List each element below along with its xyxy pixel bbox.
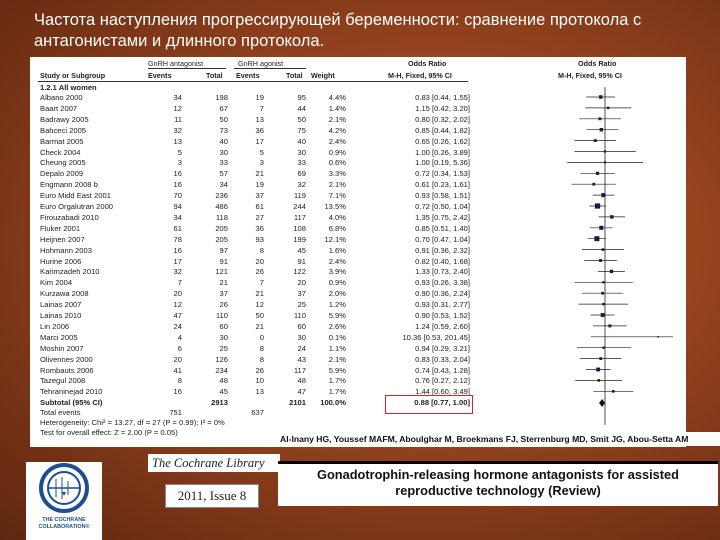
point-estimate-marker	[602, 347, 604, 349]
subtotal-highlight-box	[385, 395, 473, 414]
cell-t2: 119	[293, 191, 306, 201]
study-name: Engmann 2008 b	[40, 180, 98, 190]
cell-e1: 12	[173, 103, 182, 113]
cell-e2: 8	[259, 245, 264, 255]
logo-text-line1: THE COCHRANE	[42, 517, 86, 523]
study-name: Bahceci 2005	[40, 125, 87, 135]
cell-t2: 69	[297, 169, 306, 179]
subtotal-label: Subtotal (95% CI)	[40, 398, 103, 407]
group-underline	[234, 68, 306, 69]
cell-t2: 108	[293, 223, 306, 233]
point-estimate-marker	[596, 368, 600, 372]
study-name: Barmat 2005	[40, 136, 84, 146]
cell-w: 4.0%	[328, 212, 346, 222]
point-estimate-marker	[594, 236, 599, 241]
study-name: Olivennes 2000	[40, 354, 93, 364]
cell-t2: 50	[297, 114, 306, 124]
cell-or: 1.44 [0.60, 3.49]	[415, 387, 470, 397]
cell-or: 0.74 [0.43, 1.28]	[415, 365, 470, 375]
cell-t2: 95	[297, 93, 306, 102]
cell-or: 0.91 [0.36, 2.32]	[415, 245, 470, 255]
cell-t1: 486	[215, 202, 228, 211]
forest-plot	[535, 85, 675, 447]
review-title-box	[278, 461, 718, 506]
cell-or: 0.76 [0.27, 2.12]	[415, 376, 470, 386]
group-header-or-plot: Odds Ratio	[578, 59, 617, 68]
cell-t1: 21	[219, 278, 228, 288]
point-estimate-marker	[601, 313, 605, 317]
point-estimate-marker	[610, 270, 613, 273]
cell-e1: 61	[173, 223, 182, 233]
cell-e2: 93	[255, 234, 264, 244]
cell-e1: 16	[173, 387, 182, 397]
cell-w: 2.1%	[328, 354, 346, 364]
cell-w: 1.6%	[328, 245, 346, 255]
cell-e2: 19	[255, 93, 264, 102]
citation-authors: Al-Inany HG, Youssef MAFM, Aboulghar M, Broekmans FJ, Sterrenburg MD, Smit JG, Abou-Setta AM	[278, 432, 720, 446]
cell-t1: 67	[219, 103, 228, 113]
slide-title: Частота наступления прогрессирующей беременности: сравнение протокола с антагонистами и длинного протокола.	[34, 11, 642, 50]
cell-e1: 41	[173, 365, 182, 375]
cell-t1: 57	[219, 169, 228, 179]
cell-e2: 13	[255, 387, 264, 397]
cell-t2: 43	[297, 354, 306, 364]
cell-or: 0.94 [0.29, 3.21]	[415, 343, 470, 353]
cell-t2: 117	[293, 212, 306, 222]
point-estimate-marker	[594, 139, 597, 142]
cell-or: 0.80 [0.32, 2.02]	[415, 114, 470, 124]
cell-t1: 236	[215, 191, 228, 201]
point-estimate-marker	[601, 292, 604, 295]
cell-w: 0.9%	[328, 278, 346, 288]
cell-t1: 234	[215, 365, 228, 375]
cell-t2: 40	[297, 136, 306, 146]
subtotal-total-antagonist: 2913	[211, 398, 228, 407]
cell-e1: 11	[174, 114, 182, 124]
cell-or: 0.85 [0.51, 1.40]	[415, 223, 470, 233]
cell-or: 0.90 [0.53, 1.52]	[415, 311, 470, 320]
cell-or: 1.15 [0.42, 3.20]	[415, 103, 470, 113]
cell-e1: 34	[173, 93, 182, 102]
cell-e2: 10	[255, 376, 264, 386]
subgroup-label: 1.2.1 All women	[40, 83, 97, 92]
study-name: Tazegul 2008	[40, 376, 86, 386]
cell-e2: 21	[255, 169, 264, 179]
cell-t2: 20	[297, 278, 306, 288]
point-estimate-marker	[592, 183, 595, 186]
point-estimate-marker	[601, 193, 605, 197]
cell-e2: 8	[259, 354, 264, 364]
header-method-plot: M-H, Fixed, 95% CI	[558, 71, 622, 80]
cell-t2: 30	[297, 332, 306, 342]
cell-or: 1.00 [0.19, 5.36]	[415, 158, 470, 168]
cell-w: 1.7%	[328, 387, 346, 397]
cell-w: 3.9%	[328, 267, 346, 277]
cell-w: 2.6%	[328, 321, 346, 331]
cell-e2: 7	[259, 103, 264, 113]
point-estimate-marker	[599, 226, 603, 230]
cell-t1: 45	[219, 387, 228, 397]
study-name: Hohmann 2003	[40, 245, 92, 255]
group-underline	[148, 68, 226, 69]
cell-t2: 33	[297, 158, 306, 168]
cell-w: 4.4%	[328, 93, 346, 102]
cochrane-logo	[26, 462, 102, 540]
cell-w: 0.6%	[328, 158, 346, 168]
cell-e1: 20	[173, 354, 182, 364]
cell-e1: 78	[173, 234, 182, 244]
cell-e2: 36	[255, 223, 264, 233]
total-events-agonist: 637	[251, 408, 264, 417]
cell-t1: 205	[215, 234, 228, 244]
cell-e1: 12	[173, 300, 182, 310]
cell-or: 0.85 [0.44, 1.82]	[415, 125, 470, 135]
cell-or: 0.83 [0.44, 1.55]	[415, 93, 470, 102]
cell-e2: 17	[255, 136, 264, 146]
cell-w: 4.2%	[328, 125, 346, 135]
cell-e1: 8	[177, 376, 182, 386]
cell-or: 0.72 [0.34, 1.53]	[415, 169, 470, 179]
cell-t1: 110	[215, 311, 228, 320]
issue-label: 2011, Issue 8	[165, 484, 259, 508]
cell-e1: 47	[173, 311, 182, 320]
cell-e2: 0	[259, 332, 264, 342]
header-total-agonist: Total	[286, 71, 303, 80]
study-name: Marci 2005	[40, 332, 78, 342]
cell-t2: 24	[297, 343, 306, 353]
cell-t1: 30	[219, 147, 228, 157]
cell-t1: 25	[219, 343, 228, 353]
study-name: Tehraninejad 2010	[40, 387, 103, 397]
cell-t2: 91	[297, 256, 306, 266]
forest-plot-table	[30, 57, 686, 447]
subtotal-diamond	[599, 399, 605, 407]
cell-e2: 5	[259, 147, 264, 157]
cell-e1: 13	[173, 136, 182, 146]
cell-e2: 20	[255, 256, 264, 266]
study-name: Hurine 2006	[40, 256, 82, 266]
cell-t2: 37	[297, 289, 306, 299]
cell-t1: 97	[219, 245, 228, 255]
cell-e1: 16	[173, 245, 182, 255]
study-name: Firouzabadi 2010	[40, 212, 99, 222]
cell-t2: 117	[293, 365, 306, 375]
cell-e1: 32	[173, 125, 182, 135]
heterogeneity-text: Heterogeneity: Chi² = 13.27, df = 27 (P = 0.99); I² = 0%	[40, 418, 225, 427]
cell-e2: 27	[255, 212, 264, 222]
point-estimate-marker	[595, 203, 600, 208]
point-estimate-marker	[599, 117, 602, 120]
point-estimate-marker	[597, 379, 600, 382]
cell-w: 12.1%	[324, 234, 346, 244]
subtotal-or: 0.88 [0.77, 1.00]	[414, 398, 470, 407]
study-name: Kurzawa 2008	[40, 289, 89, 299]
cell-e2: 19	[255, 180, 264, 190]
study-name: Check 2004	[40, 147, 81, 157]
cell-e1: 20	[173, 289, 182, 299]
header-total-antagonist: Total	[206, 71, 223, 80]
cell-e2: 12	[255, 300, 264, 310]
cell-t2: 122	[293, 267, 306, 277]
cell-e2: 21	[255, 321, 264, 331]
cell-w: 1.7%	[328, 376, 346, 386]
point-estimate-marker	[602, 281, 604, 283]
cell-e2: 26	[255, 267, 264, 277]
cell-t1: 91	[219, 256, 228, 266]
header-weight: Weight	[311, 71, 335, 80]
cell-w: 5.9%	[328, 311, 346, 320]
cell-t2: 75	[297, 125, 306, 135]
cell-e2: 26	[255, 365, 264, 375]
subtotal-weight: 100.0%	[320, 398, 346, 407]
header-method: M-H, Fixed, 95% CI	[388, 71, 452, 80]
cell-t1: 50	[219, 114, 228, 124]
cell-w: 1.1%	[328, 343, 346, 353]
cell-e2: 36	[255, 125, 264, 135]
cell-t1: 48	[219, 376, 228, 386]
cell-t1: 198	[215, 93, 228, 102]
study-name: Kim 2004	[40, 278, 73, 288]
cell-e1: 24	[173, 321, 182, 331]
cell-e1: 94	[173, 202, 182, 211]
study-name: Cheung 2005	[40, 158, 86, 168]
cell-t1: 26	[219, 300, 228, 310]
study-name: Karimzadeh 2010	[40, 267, 100, 277]
cell-t1: 205	[215, 223, 228, 233]
cell-or: 0.93 [0.31, 2.77]	[415, 300, 470, 310]
cell-e2: 21	[255, 289, 264, 299]
cell-e1: 6	[177, 343, 182, 353]
cell-e2: 8	[259, 343, 264, 353]
cell-w: 3.3%	[328, 169, 346, 179]
cell-t1: 126	[215, 354, 228, 364]
cell-t2: 110	[293, 311, 306, 320]
study-name: Lainas 2007	[40, 300, 82, 310]
cell-e2: 50	[255, 311, 264, 320]
point-estimate-marker	[608, 324, 611, 327]
cell-or: 0.83 [0.33, 2.04]	[415, 354, 470, 364]
study-name: Depalo 2009	[40, 169, 84, 179]
study-name: Albano 2000	[40, 93, 83, 102]
cell-t2: 30	[297, 147, 306, 157]
cell-w: 2.4%	[328, 136, 346, 146]
subtotal-total-agonist: 2101	[289, 398, 306, 407]
cell-t2: 44	[297, 103, 306, 113]
cell-t2: 32	[297, 180, 306, 190]
cell-t1: 34	[219, 180, 228, 190]
cell-t1: 40	[219, 136, 228, 146]
review-title-rule	[278, 461, 718, 464]
total-events-antagonist: 751	[169, 408, 182, 417]
cell-t2: 48	[297, 376, 306, 386]
cell-e1: 32	[173, 267, 182, 277]
cell-w: 1.2%	[328, 300, 346, 310]
cell-or: 0.61 [0.23, 1.61]	[415, 180, 470, 190]
cell-t2: 60	[297, 321, 306, 331]
study-name: Euro Midd East 2001	[40, 191, 111, 201]
header-rule	[38, 81, 468, 82]
cell-t1: 37	[219, 289, 228, 299]
point-estimate-marker	[602, 303, 604, 305]
cell-e1: 7	[177, 278, 182, 288]
point-estimate-marker	[596, 172, 599, 175]
cell-w: 2.0%	[328, 289, 346, 299]
cell-or: 0.70 [0.47, 1.04]	[415, 234, 470, 244]
study-name: Euro Orgalutran 2000	[40, 202, 114, 211]
point-estimate-marker	[612, 390, 615, 393]
cell-e2: 13	[255, 114, 264, 124]
cochrane-library-label: The Cochrane Library	[148, 454, 280, 472]
study-name: Lainas 2010	[40, 311, 82, 320]
cell-t1: 121	[215, 267, 228, 277]
cell-t1: 30	[219, 332, 228, 342]
cell-e1: 5	[177, 147, 182, 157]
cell-w: 1.4%	[328, 103, 346, 113]
point-estimate-marker	[610, 215, 613, 218]
cell-or: 1.35 [0.75, 2.42]	[415, 212, 470, 222]
cell-w: 2.1%	[328, 180, 346, 190]
point-estimate-marker	[657, 336, 659, 338]
cell-e1: 16	[173, 180, 182, 190]
cochrane-logo-icon	[26, 462, 102, 514]
cell-e2: 3	[259, 158, 264, 168]
cell-w: 2.1%	[328, 114, 346, 124]
cell-w: 0.1%	[328, 332, 346, 342]
cell-t1: 73	[219, 125, 228, 135]
cell-or: 0.90 [0.36, 2.24]	[415, 289, 470, 299]
group-header-agonist: GnRH agonist	[238, 59, 284, 68]
review-title: Gonadotrophin-releasing hormone antagonists for assisted reproductive technology (Review)	[317, 467, 679, 498]
header-events-antagonist: Events	[148, 71, 172, 80]
group-header-antagonist: GnRH antagonist	[148, 59, 204, 68]
study-name: Rombauts 2006	[40, 365, 94, 375]
cell-or: 0.93 [0.58, 1.51]	[415, 191, 470, 201]
study-name: Lin 2006	[40, 321, 70, 331]
cell-w: 0.9%	[328, 147, 346, 157]
cell-w: 6.8%	[328, 223, 346, 233]
cell-e1: 34	[173, 212, 182, 222]
cell-or: 0.93 [0.26, 3.38]	[415, 278, 470, 288]
cell-or: 0.72 [0.50, 1.04]	[415, 202, 470, 211]
point-estimate-marker	[604, 150, 606, 152]
point-estimate-marker	[607, 107, 610, 110]
cell-t2: 25	[297, 300, 306, 310]
total-events-label: Total events	[40, 408, 81, 417]
cell-e2: 37	[255, 191, 264, 201]
cell-or: 1.00 [0.26, 3.89]	[415, 147, 470, 157]
header-events-agonist: Events	[236, 71, 260, 80]
point-estimate-marker	[599, 357, 602, 360]
overall-effect-text: Test for overall effect: Z = 2.00 (P = 0.05)	[40, 428, 178, 437]
point-estimate-marker	[599, 95, 603, 99]
cell-or: 1.24 [0.59, 2.60]	[415, 321, 470, 331]
cell-w: 13.5%	[324, 202, 346, 211]
cell-t2: 244	[293, 202, 306, 211]
cell-w: 7.1%	[328, 191, 346, 201]
cell-w: 5.9%	[328, 365, 346, 375]
cell-or: 10.36 [0.53, 201.45]	[402, 332, 470, 342]
group-header-or: Odds Ratio	[408, 59, 447, 68]
cell-e2: 7	[259, 278, 264, 288]
point-estimate-marker	[604, 161, 606, 163]
cell-e1: 17	[173, 256, 182, 266]
cell-t2: 45	[297, 245, 306, 255]
cell-or: 0.65 [0.26, 1.62]	[415, 136, 470, 146]
cell-t1: 118	[215, 212, 228, 222]
cell-e1: 70	[173, 191, 182, 201]
point-estimate-marker	[599, 259, 602, 262]
point-estimate-marker	[602, 248, 605, 251]
cell-t2: 199	[293, 234, 306, 244]
study-name: Baart 2007	[40, 103, 78, 113]
cell-t2: 47	[297, 387, 306, 397]
study-name: Moshin 2007	[40, 343, 84, 353]
cell-or: 1.33 [0.73, 2.40]	[415, 267, 470, 277]
header-study: Study or Subgroup	[40, 71, 106, 80]
cell-e2: 61	[255, 202, 264, 211]
logo-text-line2: COLLABORATION®	[38, 524, 90, 530]
cell-or: 0.82 [0.40, 1.68]	[415, 256, 470, 266]
cell-e1: 16	[173, 169, 182, 179]
cell-w: 2.4%	[328, 256, 346, 266]
cell-t1: 60	[219, 321, 228, 331]
cell-e1: 3	[177, 158, 182, 168]
point-estimate-marker	[600, 128, 603, 131]
cell-e1: 4	[177, 332, 182, 342]
cell-t1: 33	[219, 158, 228, 168]
study-name: Fluker 2001	[40, 223, 81, 233]
study-name: Badrawy 2005	[40, 114, 89, 124]
study-name: Heijnen 2007	[40, 234, 85, 244]
